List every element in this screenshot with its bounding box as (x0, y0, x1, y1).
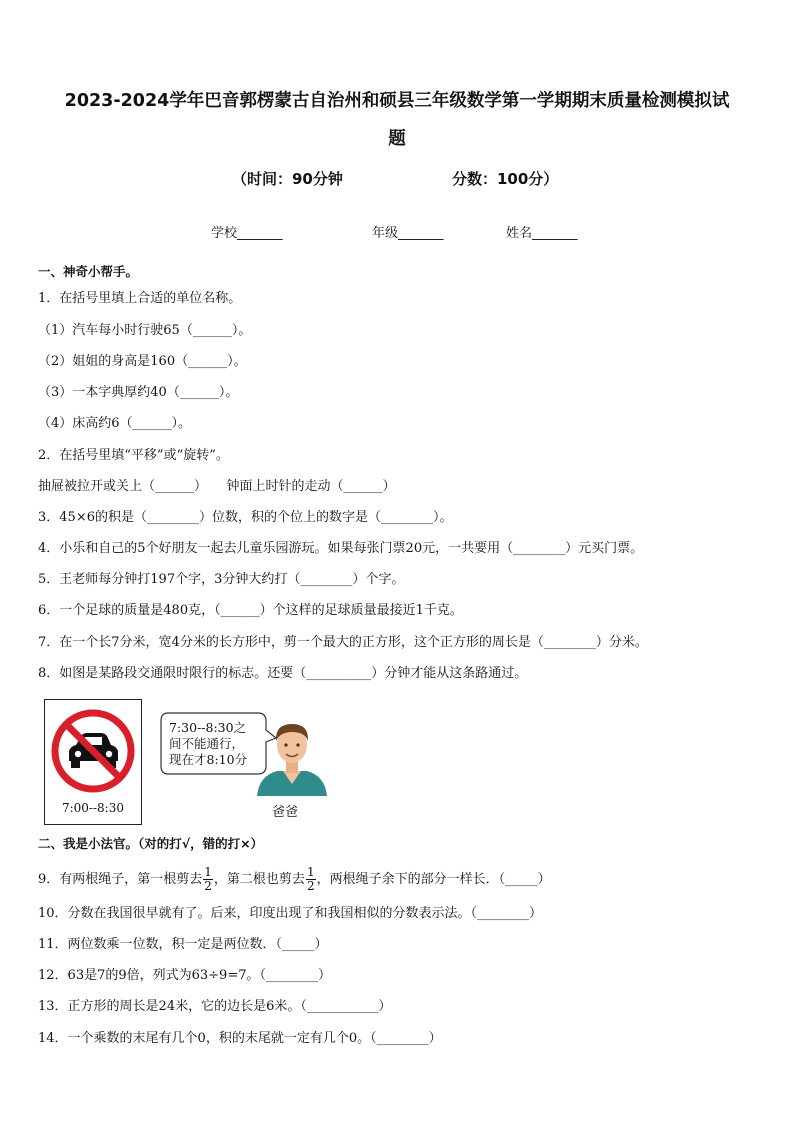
question-1-part-1: （1）汽车每小时行驶65（______）。 (38, 323, 252, 338)
section-heading-1: 一、神奇小帮手。 (38, 264, 139, 279)
fraction-denominator: 2 (204, 879, 212, 893)
time-limit: （时间：90分钟 (232, 170, 343, 188)
question-9-text-3: ，两根绳子余下的部分一样长．（_____） (316, 872, 551, 887)
page-title: 2023-2024学年巴音郭楞蒙古自治州和硕县三年级数学第一学期期末质量检测模拟试 (64, 91, 730, 111)
name-field[interactable]: 姓名_______ (506, 226, 578, 241)
question-1: 1．在括号里填上合适的单位名称。 (38, 291, 242, 306)
bubble-line-1: 7:30--8:30之 (169, 720, 247, 735)
question-10: 10．分数在我国很早就有了。后来，印度出现了和我国相似的分数表示法。（________） (38, 906, 543, 921)
fraction-denominator: 2 (306, 879, 315, 893)
section-heading-2: 二、我是小法官。（对的打√，错的打×） (38, 836, 264, 851)
question-8: 8．如图是某路段交通限时限行的标志。还要（__________）分钟才能从这条路通过。 (38, 666, 528, 681)
fraction-numerator: 1 (204, 865, 212, 879)
question-5: 5．王老师每分钟打197个字，3分钟大约打（________）个字。 (38, 572, 405, 587)
question-13: 13．正方形的周长是24米，它的边长是6米。（___________） (38, 999, 392, 1014)
sign-time-caption: 7:00--8:30 (61, 801, 124, 815)
question-9-text-2: ，第二根也剪去 (213, 872, 305, 887)
grade-field[interactable]: 年级_______ (372, 226, 444, 241)
question-11: 11．两位数乘一位数，积一定是两位数．（_____） (38, 937, 328, 952)
question-2: 2．在括号里填“平移”或“旋转”。 (38, 448, 229, 463)
fraction-one-half (306, 866, 316, 893)
question-7: 7．在一个长7分米，宽4分米的长方形中，剪一个最大的正方形，这个正方形的周长是（________）分米。 (38, 635, 648, 650)
question-1-part-2: （2）姐姐的身高是160（______）。 (38, 354, 247, 369)
question-9-text-1: 9．有两根绳子，第一根剪去 (38, 872, 203, 887)
father-caption: 爸爸 (272, 805, 299, 820)
total-score: 分数：100分） (452, 170, 559, 188)
father-illustration (255, 714, 329, 800)
speech-bubble-text (169, 720, 261, 768)
question-12: 12．63是7的9倍，列式为63÷9=7。（________） (38, 968, 331, 983)
question-4: 4．小乐和自己的5个好朋友一起去儿童乐园游玩。如果每张门票20元，一共要用（________）元买门票。 (38, 541, 644, 556)
question-2-items: 抽屉被拉开或关上（______） 钟面上时针的走动（______） (38, 479, 396, 494)
speech-bubble (160, 712, 268, 774)
bubble-line-2: 间不能通行， (169, 736, 245, 751)
question-9 (38, 866, 551, 893)
traffic-sign-figure (44, 699, 142, 825)
man-portrait-icon (255, 714, 329, 796)
fraction-numerator: 1 (306, 865, 315, 879)
question-3: 3．45×6的积是（________）位数，积的个位上的数字是（________）。 (38, 510, 453, 525)
question-1-part-3: （3）一本字典厚约40（______）。 (38, 385, 239, 400)
page-title-continued: 题 (388, 129, 406, 149)
bubble-line-3: 现在才8:10分 (169, 752, 248, 767)
question-1-part-4: （4）床高约6（______）。 (38, 416, 192, 431)
school-field[interactable]: 学校_______ (211, 226, 283, 241)
no-car-sign-icon (45, 704, 141, 798)
question-6: 6．一个足球的质量是480克，（______）个这样的足球质量最接近1千克。 (38, 603, 463, 618)
fraction-one-half (203, 866, 213, 893)
question-14: 14．一个乘数的末尾有几个0，积的末尾就一定有几个0。（________） (38, 1031, 442, 1046)
